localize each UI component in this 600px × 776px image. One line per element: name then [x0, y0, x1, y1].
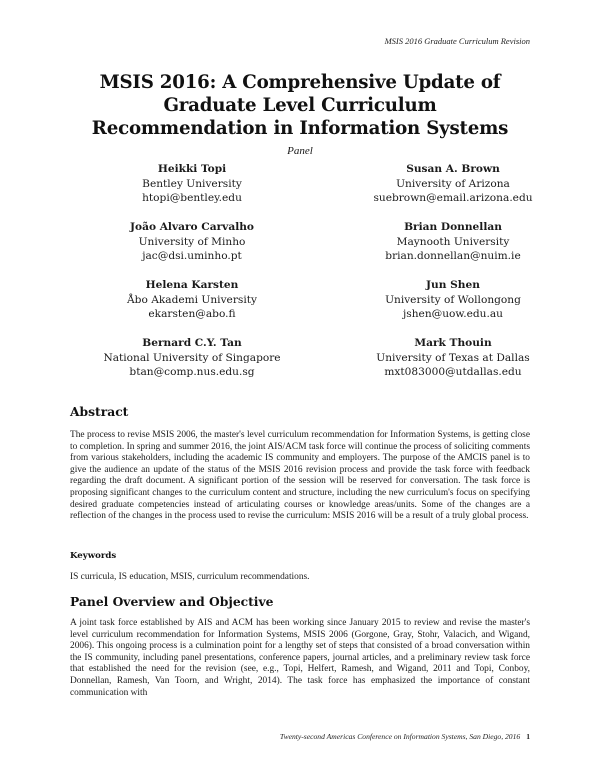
- author-affiliation: University of Arizona: [396, 177, 510, 190]
- author-email[interactable]: ekarsten@abo.fi: [148, 308, 236, 320]
- author-block: [333, 162, 573, 206]
- page-footer: [280, 732, 530, 741]
- abstract-heading: Abstract: [70, 404, 129, 419]
- author-block: [333, 220, 573, 264]
- author-name: Mark Thouin: [414, 337, 492, 349]
- author-block: [333, 278, 573, 322]
- author-email[interactable]: mxt083000@utdallas.edu: [384, 366, 522, 378]
- author-block: [72, 162, 312, 206]
- author-affiliation: Bentley University: [142, 177, 242, 190]
- author-name: Heikki Topi: [157, 163, 227, 175]
- footer-conference: Twenty-second Americas Conference on Information Systems, San Diego, 2016: [279, 732, 521, 741]
- paper-subtitle: Panel: [287, 145, 313, 157]
- author-block: [72, 336, 312, 380]
- author-block: [333, 336, 573, 380]
- author-affiliation: Åbo Akademi University: [127, 293, 257, 306]
- title-line-2: Graduate Level Curriculum: [163, 95, 437, 116]
- author-email[interactable]: suebrown@email.arizona.edu: [373, 192, 533, 204]
- author-name: João Alvaro Carvalho: [130, 221, 254, 233]
- overview-heading: Panel Overview and Objective: [70, 594, 274, 609]
- author-name: Bernard C.Y. Tan: [142, 337, 242, 349]
- author-email[interactable]: jshen@uow.edu.au: [403, 308, 503, 320]
- author-affiliation: University of Wollongong: [385, 293, 521, 306]
- author-name: Brian Donnellan: [404, 221, 502, 233]
- page-number: 1: [526, 732, 530, 741]
- author-email[interactable]: jac@dsi.uminho.pt: [142, 250, 242, 262]
- author-affiliation: University of Texas at Dallas: [376, 351, 530, 364]
- overview-text: A joint task force established by AIS and ACM has been working since January 2015 to review and revise the master's level curriculum recommendation for Information Systems, MSIS 2006 (Gorgone, Gray, Stohr, Valacich, and Wigand, 2006). This ongoing process is a culmination point for a lengthy set of steps that consisted of a broad conversation within the IS community, including panel presentations, conference papers, journal articles, and a preliminary review task force that established the need for the revision (see, e.g., Topi, Helfert, Ramesh, and Wigand, 2011 and Topi, Conboy, Donnellan, Ramesh, Van Toorn, and Wright, 2014). The task force has emphasized the importance of constant communication with: [70, 618, 530, 698]
- title-line-1: MSIS 2016: A Comprehensive Update of: [99, 72, 501, 93]
- paper-title: [0, 71, 600, 140]
- abstract-text: The process to revise MSIS 2006, the master's level curriculum recommendation for Information Systems, is getting close to completion. In spring and summer 2016, the joint AIS/ACM task force will continue the process of soliciting comments from various stakeholders, including the academic IS community and employers. The purpose of the AMCIS panel is to give the audience an update of the status of the MSIS 2016 revision process and provide the task force with feedback regarding the draft document. A significant portion of the session will be reserved for conversation. The task force is proposing significant changes to the curriculum content and structure, including the new curriculum's focus on specifying desired graduate competencies instead of articulating courses or knowledge areas/units. Some of the changes are a reflection of the changes in the process used to revise the curriculum: MSIS 2016 will be a result of a truly global process.: [70, 430, 530, 522]
- author-email[interactable]: htopi@bentley.edu: [142, 192, 242, 204]
- author-affiliation: National University of Singapore: [103, 351, 281, 364]
- author-name: Jun Shen: [426, 279, 480, 291]
- author-name: Susan A. Brown: [406, 163, 500, 175]
- author-block: [72, 220, 312, 264]
- author-affiliation: Maynooth University: [396, 235, 510, 248]
- author-name: Helena Karsten: [145, 279, 239, 291]
- author-email[interactable]: btan@comp.nus.edu.sg: [129, 366, 255, 378]
- keywords-text: IS curricula, IS education, MSIS, curriculum recommendations.: [70, 572, 310, 582]
- keywords-heading: Keywords: [70, 551, 117, 561]
- title-line-3: Recommendation in Information Systems: [91, 118, 509, 139]
- author-block: [72, 278, 312, 322]
- running-head: MSIS 2016 Graduate Curriculum Revision: [384, 36, 530, 46]
- author-affiliation: University of Minho: [138, 235, 246, 248]
- author-email[interactable]: brian.donnellan@nuim.ie: [385, 250, 521, 262]
